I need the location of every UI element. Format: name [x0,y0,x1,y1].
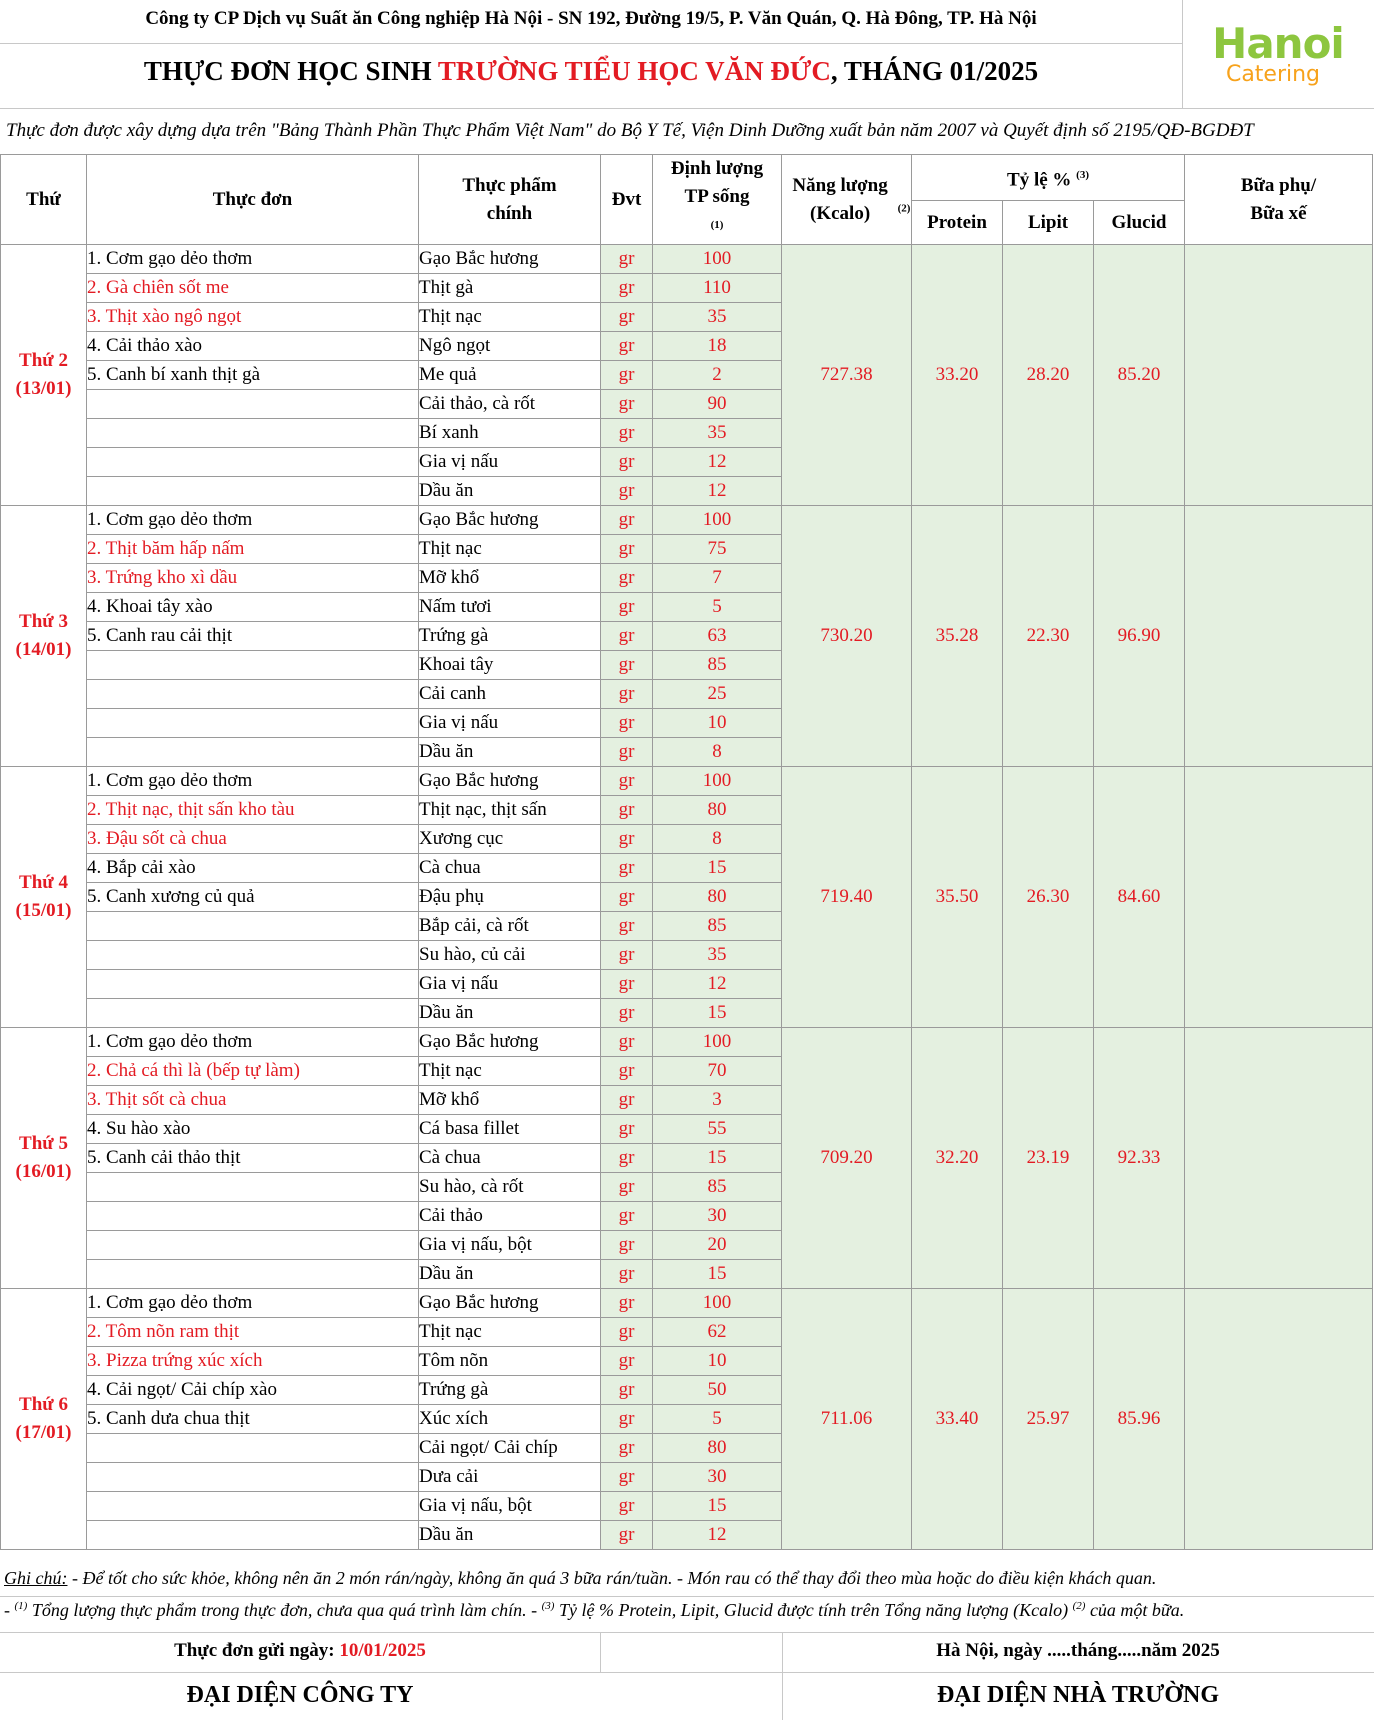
unit-cell: gr [601,1492,653,1521]
col-header-glucid: Glucid [1094,201,1185,245]
hanoi-catering-logo [1182,0,1374,108]
ingredient-cell: Dưa cải [419,1463,601,1492]
quantity-cell: 12 [653,1521,782,1550]
quantity-cell: 10 [653,1347,782,1376]
dish-cell [87,1260,419,1289]
unit-cell: gr [601,1202,653,1231]
ingredient-cell: Cà chua [419,1144,601,1173]
protein-cell: 33.40 [912,1289,1003,1550]
quantity-cell: 15 [653,854,782,883]
dish-cell [87,709,419,738]
note-marker: (3) [541,1600,555,1612]
table-row [1,506,1373,535]
ingredient-cell: Thịt nạc [419,535,601,564]
day-cell [1,506,87,767]
dish-cell: 5. Canh xương củ quả [87,883,419,912]
notes-label: Ghi chú: [4,1568,68,1588]
dish-cell: 5. Canh cải thảo thịt [87,1144,419,1173]
ingredient-cell: Gạo Bắc hương [419,1028,601,1057]
unit-cell: gr [601,1028,653,1057]
ingredient-cell: Xương cục [419,825,601,854]
ingredient-cell: Xúc xích [419,1405,601,1434]
quantity-cell: 75 [653,535,782,564]
quantity-cell: 85 [653,1173,782,1202]
note-marker: (1) [14,1600,28,1612]
quantity-cell: 62 [653,1318,782,1347]
unit-cell: gr [601,448,653,477]
ingredient-cell: Su hào, cà rốt [419,1173,601,1202]
quantity-cell: 35 [653,419,782,448]
unit-cell: gr [601,564,653,593]
ingredient-cell: Tôm nõn [419,1347,601,1376]
quantity-cell: 80 [653,883,782,912]
day-date: (16/01) [15,1161,72,1183]
dish-cell: 4. Khoai tây xào [87,593,419,622]
note-marker: (3) [1076,168,1089,181]
unit-cell: gr [601,1144,653,1173]
unit-cell: gr [601,912,653,941]
quantity-cell: 55 [653,1115,782,1144]
extra-meal-cell [1185,1028,1373,1289]
dish-cell: 1. Cơm gạo dẻo thơm [87,767,419,796]
ingredient-cell: Gạo Bắc hương [419,506,601,535]
ingredient-cell: Mỡ khổ [419,1086,601,1115]
quantity-cell: 85 [653,912,782,941]
ingredient-cell: Nấm tươi [419,593,601,622]
ingredient-cell: Cà chua [419,854,601,883]
protein-cell: 33.20 [912,245,1003,506]
col-header-lipit: Lipit [1003,201,1094,245]
menu-basis-note: Thực đơn được xây dựng dựa trên "Bảng Thành Phần Thực Phẩm Việt Nam" do Bộ Y Tế, Viện Dinh Dưỡng xuất bản năm 2007 và Quyết định số 2195/QĐ-BGDĐT [6,120,1254,141]
day-name: Thứ 3 [19,611,68,633]
glucid-cell: 96.90 [1094,506,1185,767]
unit-cell: gr [601,738,653,767]
quantity-cell: 30 [653,1202,782,1231]
note-marker: (2) [1072,1600,1086,1612]
document-header [0,0,1374,108]
divider [0,1632,1374,1633]
unit-cell: gr [601,1463,653,1492]
dish-cell: 1. Cơm gạo dẻo thơm [87,1289,419,1318]
unit-cell: gr [601,390,653,419]
col-header-extra-meal [1185,155,1373,245]
quantity-cell: 5 [653,1405,782,1434]
extra-meal-cell [1185,506,1373,767]
dish-cell: 2. Gà chiên sốt me [87,274,419,303]
ingredient-cell: Thịt nạc, thịt sấn [419,796,601,825]
unit-cell: gr [601,1260,653,1289]
ingredient-cell: Gia vị nấu [419,448,601,477]
place-date: Hà Nội, ngày .....tháng.....năm 2025 [936,1640,1220,1661]
quantity-cell: 12 [653,970,782,999]
ingredient-cell: Gia vị nấu, bột [419,1492,601,1521]
divider [0,43,1182,44]
dish-cell: 1. Cơm gạo dẻo thơm [87,506,419,535]
unit-cell: gr [601,506,653,535]
divider [0,1596,1374,1597]
dish-cell: 4. Bắp cải xào [87,854,419,883]
notes-text-2c: Tỷ lệ % Protein, Lipit, Glucid được tính trên Tổng năng lượng (Kcalo) [554,1600,1073,1620]
ingredient-cell: Dầu ăn [419,1260,601,1289]
dish-cell [87,390,419,419]
quantity-cell: 15 [653,999,782,1028]
unit-cell: gr [601,1521,653,1550]
logo-subtitle: Catering [1225,61,1321,87]
col-header-energy [782,155,912,245]
col-header-energy-label: Năng lượng (Kcalo) [792,174,888,224]
dish-cell [87,680,419,709]
divider [600,1632,601,1672]
unit-cell: gr [601,1376,653,1405]
ingredient-cell: Dầu ăn [419,477,601,506]
dish-cell [87,651,419,680]
logo-wordmark: Hanoi [1212,18,1344,68]
unit-cell: gr [601,361,653,390]
energy-cell: 709.20 [782,1028,912,1289]
quantity-cell: 5 [653,593,782,622]
glucid-cell: 85.96 [1094,1289,1185,1550]
dish-cell: 3. Đậu sốt cà chua [87,825,419,854]
quantity-cell: 35 [653,303,782,332]
energy-cell: 727.38 [782,245,912,506]
quantity-cell: 100 [653,1028,782,1057]
day-cell [1,767,87,1028]
unit-cell: gr [601,825,653,854]
day-date: (13/01) [15,378,72,400]
glucid-cell: 84.60 [1094,767,1185,1028]
day-name: Thứ 4 [19,872,68,894]
ingredient-cell: Thịt nạc [419,303,601,332]
quantity-cell: 80 [653,796,782,825]
col-header-unit: Đvt [601,155,653,245]
unit-cell: gr [601,796,653,825]
day-date: (14/01) [15,639,72,661]
company-representative: ĐẠI DIỆN CÔNG TY [186,1682,414,1708]
dish-cell: 5. Canh dưa chua thịt [87,1405,419,1434]
divider [0,1672,1374,1673]
unit-cell: gr [601,477,653,506]
dish-cell: 4. Cải ngọt/ Cải chíp xào [87,1376,419,1405]
quantity-cell: 10 [653,709,782,738]
quantity-cell: 35 [653,941,782,970]
col-header-ratio [912,155,1185,201]
ingredient-cell: Cá basa fillet [419,1115,601,1144]
unit-cell: gr [601,651,653,680]
extra-meal-cell [1185,767,1373,1028]
divider [0,108,1374,109]
dish-cell: 2. Chả cá thì là (bếp tự làm) [87,1057,419,1086]
energy-cell: 719.40 [782,767,912,1028]
quantity-cell: 8 [653,738,782,767]
dish-cell: 3. Trứng kho xì dầu [87,564,419,593]
menu-body [1,245,1373,1550]
day-date: (15/01) [15,900,72,922]
unit-cell: gr [601,999,653,1028]
ingredient-cell: Bắp cải, cà rốt [419,912,601,941]
dish-cell: 3. Pizza trứng xúc xích [87,1347,419,1376]
unit-cell: gr [601,622,653,651]
col-header-ratio-label: Tỷ lệ % [1007,169,1072,191]
title-school: TRƯỜNG TIỂU HỌC VĂN ĐỨC [437,56,831,86]
day-date: (17/01) [15,1422,72,1444]
dish-cell [87,1492,419,1521]
quantity-cell: 25 [653,680,782,709]
note-marker: (2) [897,202,911,215]
quantity-cell: 3 [653,1086,782,1115]
unit-cell: gr [601,1289,653,1318]
energy-cell: 711.06 [782,1289,912,1550]
ingredient-cell: Gạo Bắc hương [419,1289,601,1318]
unit-cell: gr [601,1086,653,1115]
unit-cell: gr [601,303,653,332]
quantity-cell: 100 [653,506,782,535]
ingredient-cell: Trứng gà [419,1376,601,1405]
quantity-cell: 70 [653,1057,782,1086]
col-header-protein: Protein [912,201,1003,245]
ingredient-cell: Cải thảo, cà rốt [419,390,601,419]
col-header-ingredient [419,155,601,245]
quantity-cell: 18 [653,332,782,361]
dish-cell [87,912,419,941]
dish-cell: 2. Thịt nạc, thịt sấn kho tàu [87,796,419,825]
glucid-cell: 85.20 [1094,245,1185,506]
dish-cell: 4. Cải thảo xào [87,332,419,361]
dish-cell [87,970,419,999]
day-cell [1,1289,87,1550]
col-header-quantity-label: Định lượng TP sống [670,158,764,207]
menu-table [0,154,1373,1550]
unit-cell: gr [601,1115,653,1144]
sent-date-label: Thực đơn gửi ngày: [174,1640,340,1661]
unit-cell: gr [601,1318,653,1347]
unit-cell: gr [601,883,653,912]
ingredient-cell: Dầu ăn [419,1521,601,1550]
quantity-cell: 12 [653,448,782,477]
note-marker: (1) [710,219,724,231]
school-representative: ĐẠI DIỆN NHÀ TRƯỜNG [936,1682,1220,1708]
col-header-quantity [653,155,782,245]
quantity-cell: 15 [653,1260,782,1289]
ingredient-cell: Ngô ngọt [419,332,601,361]
quantity-cell: 90 [653,390,782,419]
dish-cell [87,419,419,448]
ingredient-cell: Dầu ăn [419,999,601,1028]
ingredient-cell: Đậu phụ [419,883,601,912]
notes-text-2b: Tổng lượng thực phẩm trong thực đơn, chưa qua quá trình làm chín. - [27,1600,542,1620]
ingredient-cell: Me quả [419,361,601,390]
lipit-cell: 26.30 [1003,767,1094,1028]
ingredient-cell: Dầu ăn [419,738,601,767]
quantity-cell: 7 [653,564,782,593]
quantity-cell: 15 [653,1144,782,1173]
unit-cell: gr [601,854,653,883]
title-prefix: THỰC ĐƠN HỌC SINH [143,56,438,86]
dish-cell: 5. Canh rau cải thịt [87,622,419,651]
day-name: Thứ 2 [19,350,68,372]
unit-cell: gr [601,1173,653,1202]
day-name: Thứ 5 [19,1133,68,1155]
day-cell [1,1028,87,1289]
quantity-cell: 110 [653,274,782,303]
unit-cell: gr [601,1405,653,1434]
quantity-cell: 80 [653,1434,782,1463]
dish-cell [87,738,419,767]
unit-cell: gr [601,767,653,796]
ingredient-cell: Cải thảo [419,1202,601,1231]
protein-cell: 32.20 [912,1028,1003,1289]
dish-cell: 3. Thịt sốt cà chua [87,1086,419,1115]
notes-line-2 [4,1600,1374,1621]
ingredient-cell: Gia vị nấu [419,970,601,999]
quantity-cell: 15 [653,1492,782,1521]
dish-cell: 3. Thịt xào ngô ngọt [87,303,419,332]
company-info: Công ty CP Dịch vụ Suất ăn Công nghiệp Hà Nội - SN 192, Đường 19/5, P. Văn Quán, Q. Hà Đông, TP. Hà Nội [145,8,1037,29]
title-suffix: , THÁNG 01/2025 [830,56,1039,86]
col-header-day: Thứ [1,155,87,245]
extra-meal-cell [1185,1289,1373,1550]
unit-cell: gr [601,1347,653,1376]
ingredient-cell: Thịt gà [419,274,601,303]
quantity-cell: 8 [653,825,782,854]
quantity-cell: 30 [653,1463,782,1492]
ingredient-cell: Khoai tây [419,651,601,680]
unit-cell: gr [601,274,653,303]
col-header-menu: Thực đơn [87,155,419,245]
dish-cell: 1. Cơm gạo dẻo thơm [87,1028,419,1057]
notes-text-2d: của một bữa. [1085,1600,1185,1620]
dish-cell [87,477,419,506]
dish-cell [87,1231,419,1260]
quantity-cell: 100 [653,1289,782,1318]
unit-cell: gr [601,1231,653,1260]
unit-cell: gr [601,709,653,738]
dish-cell: 1. Cơm gạo dẻo thơm [87,245,419,274]
ingredient-cell: Cải ngọt/ Cải chíp [419,1434,601,1463]
ingredient-cell: Thịt nạc [419,1057,601,1086]
dish-cell: 2. Tôm nõn ram thịt [87,1318,419,1347]
unit-cell: gr [601,941,653,970]
dish-cell [87,1173,419,1202]
unit-cell: gr [601,419,653,448]
unit-cell: gr [601,1057,653,1086]
quantity-cell: 2 [653,361,782,390]
dish-cell [87,1434,419,1463]
unit-cell: gr [601,535,653,564]
ingredient-cell: Bí xanh [419,419,601,448]
protein-cell: 35.50 [912,767,1003,1028]
col-header-extra-label: Bữa phụ/ Bữa xế [1240,174,1317,224]
ingredient-cell: Trứng gà [419,622,601,651]
ingredient-cell: Gia vị nấu [419,709,601,738]
col-header-ingredient-label: Thực phẩm chính [462,174,557,224]
protein-cell: 35.28 [912,506,1003,767]
lipit-cell: 23.19 [1003,1028,1094,1289]
ingredient-cell: Cải canh [419,680,601,709]
energy-cell: 730.20 [782,506,912,767]
table-row [1,1289,1373,1318]
glucid-cell: 92.33 [1094,1028,1185,1289]
day-name: Thứ 6 [19,1394,68,1416]
dish-cell [87,1202,419,1231]
lipit-cell: 28.20 [1003,245,1094,506]
quantity-cell: 100 [653,245,782,274]
quantity-cell: 20 [653,1231,782,1260]
unit-cell: gr [601,593,653,622]
dish-cell [87,1521,419,1550]
quantity-cell: 85 [653,651,782,680]
notes-line-1 [4,1568,1374,1589]
quantity-cell: 100 [653,767,782,796]
dish-cell [87,999,419,1028]
dish-cell: 5. Canh bí xanh thịt gà [87,361,419,390]
unit-cell: gr [601,970,653,999]
table-row [1,767,1373,796]
ingredient-cell: Gia vị nấu, bột [419,1231,601,1260]
unit-cell: gr [601,680,653,709]
ingredient-cell: Mỡ khổ [419,564,601,593]
ingredient-cell: Su hào, củ cải [419,941,601,970]
quantity-cell: 50 [653,1376,782,1405]
notes-text-2a: - [4,1600,15,1620]
lipit-cell: 22.30 [1003,506,1094,767]
unit-cell: gr [601,332,653,361]
dish-cell [87,448,419,477]
sent-date-line [0,1640,600,1662]
unit-cell: gr [601,245,653,274]
lipit-cell: 25.97 [1003,1289,1094,1550]
quantity-cell: 63 [653,622,782,651]
quantity-cell: 12 [653,477,782,506]
table-row [1,1028,1373,1057]
unit-cell: gr [601,1434,653,1463]
page-title [0,56,1182,87]
notes-text-1: - Để tốt cho sức khỏe, không nên ăn 2 món rán/ngày, không ăn quá 3 bữa rán/tuần. - Món rau có thể thay đổi theo mùa hoặc do điều kiện khách quan. [67,1568,1157,1588]
ingredient-cell: Thịt nạc [419,1318,601,1347]
dish-cell: 4. Su hào xào [87,1115,419,1144]
ingredient-cell: Gạo Bắc hương [419,767,601,796]
table-row [1,245,1373,274]
extra-meal-cell [1185,245,1373,506]
sent-date: 10/01/2025 [339,1640,426,1661]
ingredient-cell: Gạo Bắc hương [419,245,601,274]
day-cell [1,245,87,506]
dish-cell: 2. Thịt băm hấp nấm [87,535,419,564]
dish-cell [87,941,419,970]
dish-cell [87,1463,419,1492]
